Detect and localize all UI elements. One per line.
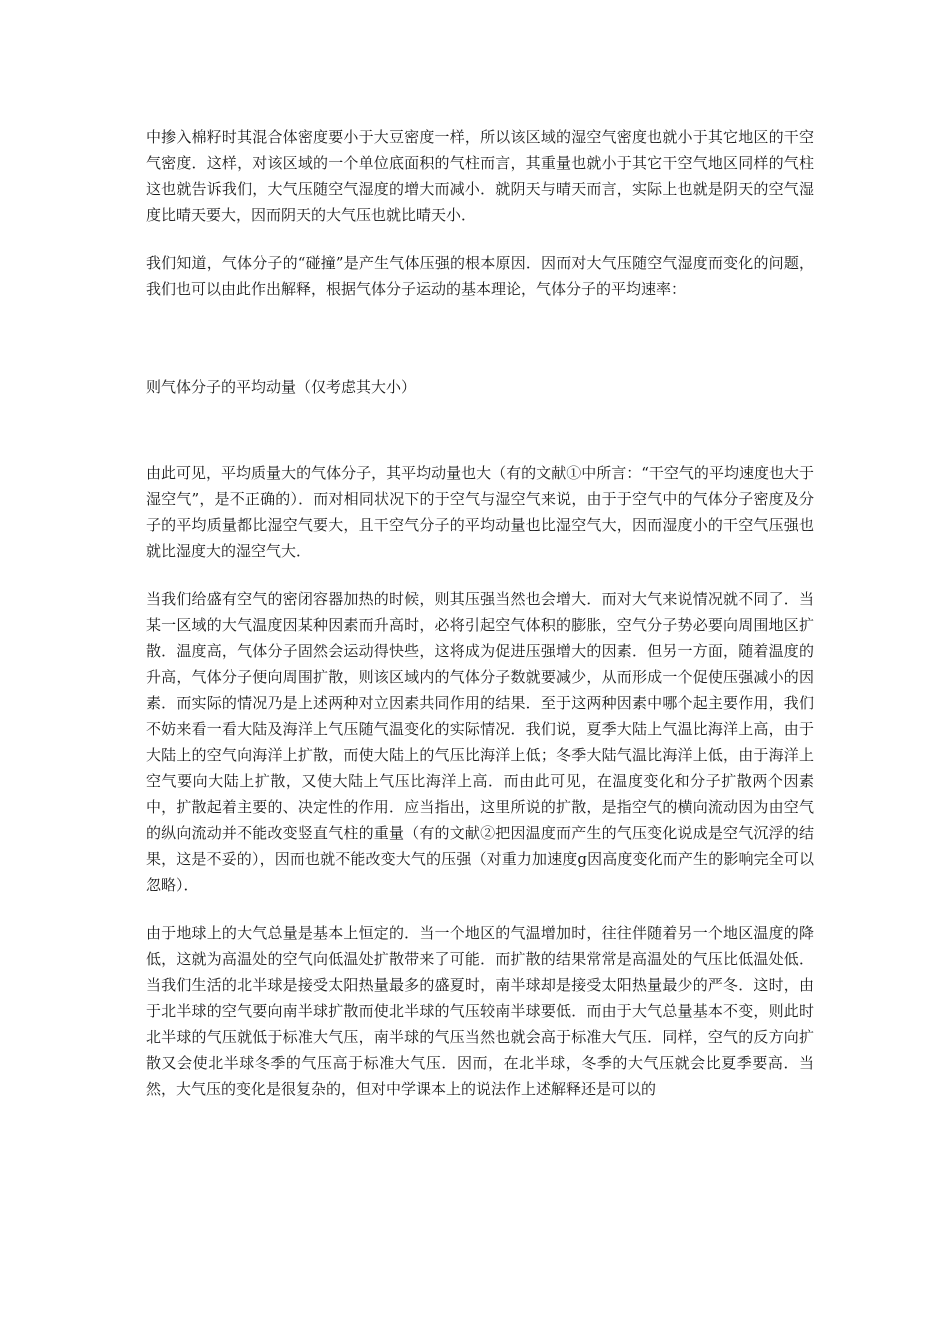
paragraph-molecular-collision: 我们知道，气体分子的“碰撞”是产生气体压强的根本原因．因而对大气压随空气湿度而变化的问题，我们也可以由此作出解释，根据气体分子运动的基本理论，气体分子的平均速率： xyxy=(146,254,814,298)
document-body xyxy=(146,124,814,1124)
paragraph-hemisphere-pressure: 由于地球上的大气总量是基本上恒定的．当一个地区的气温增加时，往往伴随着另一个地区温度的降低，这就为高温处的空气向低温处扩散带来了可能．而扩散的结果常常是高温处的气压比低温处低．当我们生活的北半球是接受太阳热量最多的盛夏时，南半球却是接受太阳热量最少的严冬．这时，由于北半球的空气要向南半球扩散而使北半球的气压较南半球要低．而由于大气总量基本不变，则此时北半球的气压就低于标准大气压，南半球的气压当然也就会高于标准大气压．同样，空气的反方向扩散又会使北半球冬季的气压高于标准大气压．因而，在北半球，冬季的大气压就会比夏季要高．当然，大气压的变化是很复杂的，但对中学课本上的说法作上述解释还是可以的 xyxy=(146,924,814,1098)
paragraph-humidity-density: 中掺入棉籽时其混合体密度要小于大豆密度一样，所以该区域的湿空气密度也就小于其它地区的干空气密度．这样，对该区域的一个单位底面积的气柱而言，其重量也就小于其它干空气地区同样的气柱这也就告诉我们，大气压随空气湿度的增大而减小．就阴天与晴天而言，实际上也就是阴天的空气湿度比晴天要大，因而阴天的大气压也就比晴天小． xyxy=(146,128,814,224)
formula-placeholder-mean-momentum xyxy=(146,422,814,460)
paragraph-mean-momentum: 则气体分子的平均动量（仅考虑其大小） xyxy=(146,378,417,396)
paragraph-momentum-conclusion: 由此可见，平均质量大的气体分子，其平均动量也大（有的文献①中所言：“干空气的平均速度也大于湿空气”，是不正确的）．而对相同状况下的于空气与湿空气来说，由于于空气中的气体分子密度及分子的平均质量都比湿空气要大，且干空气分子的平均动量也比湿空气大，因而湿度小的干空气压强也就比湿度大的湿空气大． xyxy=(146,464,814,560)
formula-placeholder-mean-speed xyxy=(146,324,814,374)
paragraph-heating-diffusion: 当我们给盛有空气的密闭容器加热的时候，则其压强当然也会增大．而对大气来说情况就不同了．当某一区域的大气温度因某种因素而升高时，必将引起空气体积的膨胀，空气分子势必要向周围地区扩散．温度高，气体分子固然会运动得快些，这将成为促进压强增大的因素．但另一方面，随着温度的升高，气体分子便向周围扩散，则该区域内的气体分子数就要减少，从而形成一个促使压强减小的因素．而实际的情况乃是上述两种对立因素共同作用的结果．至于这两种因素中哪个起主要作用，我们不妨来看一看大陆及海洋上气压随气温变化的实际情况．我们说，夏季大陆上气温比海洋上高，由于大陆上的空气向海洋上扩散，而使大陆上的气压比海洋上低；冬季大陆气温比海洋上低，由于海洋上空气要向大陆上扩散，又使大陆上气压比海洋上高．而由此可见，在温度变化和分子扩散两个因素中，扩散起着主要的、决定性的作用．应当指出，这里所说的扩散，是指空气的横向流动因为由空气的纵向流动并不能改变竖直气柱的重量（有的文献②把因温度而产生的气压变化说成是空气沉浮的结果，这是不妥的），因而也就不能改变大气的压强（对重力加速度g因高度变化而产生的影响完全可以忽略）． xyxy=(146,590,814,894)
